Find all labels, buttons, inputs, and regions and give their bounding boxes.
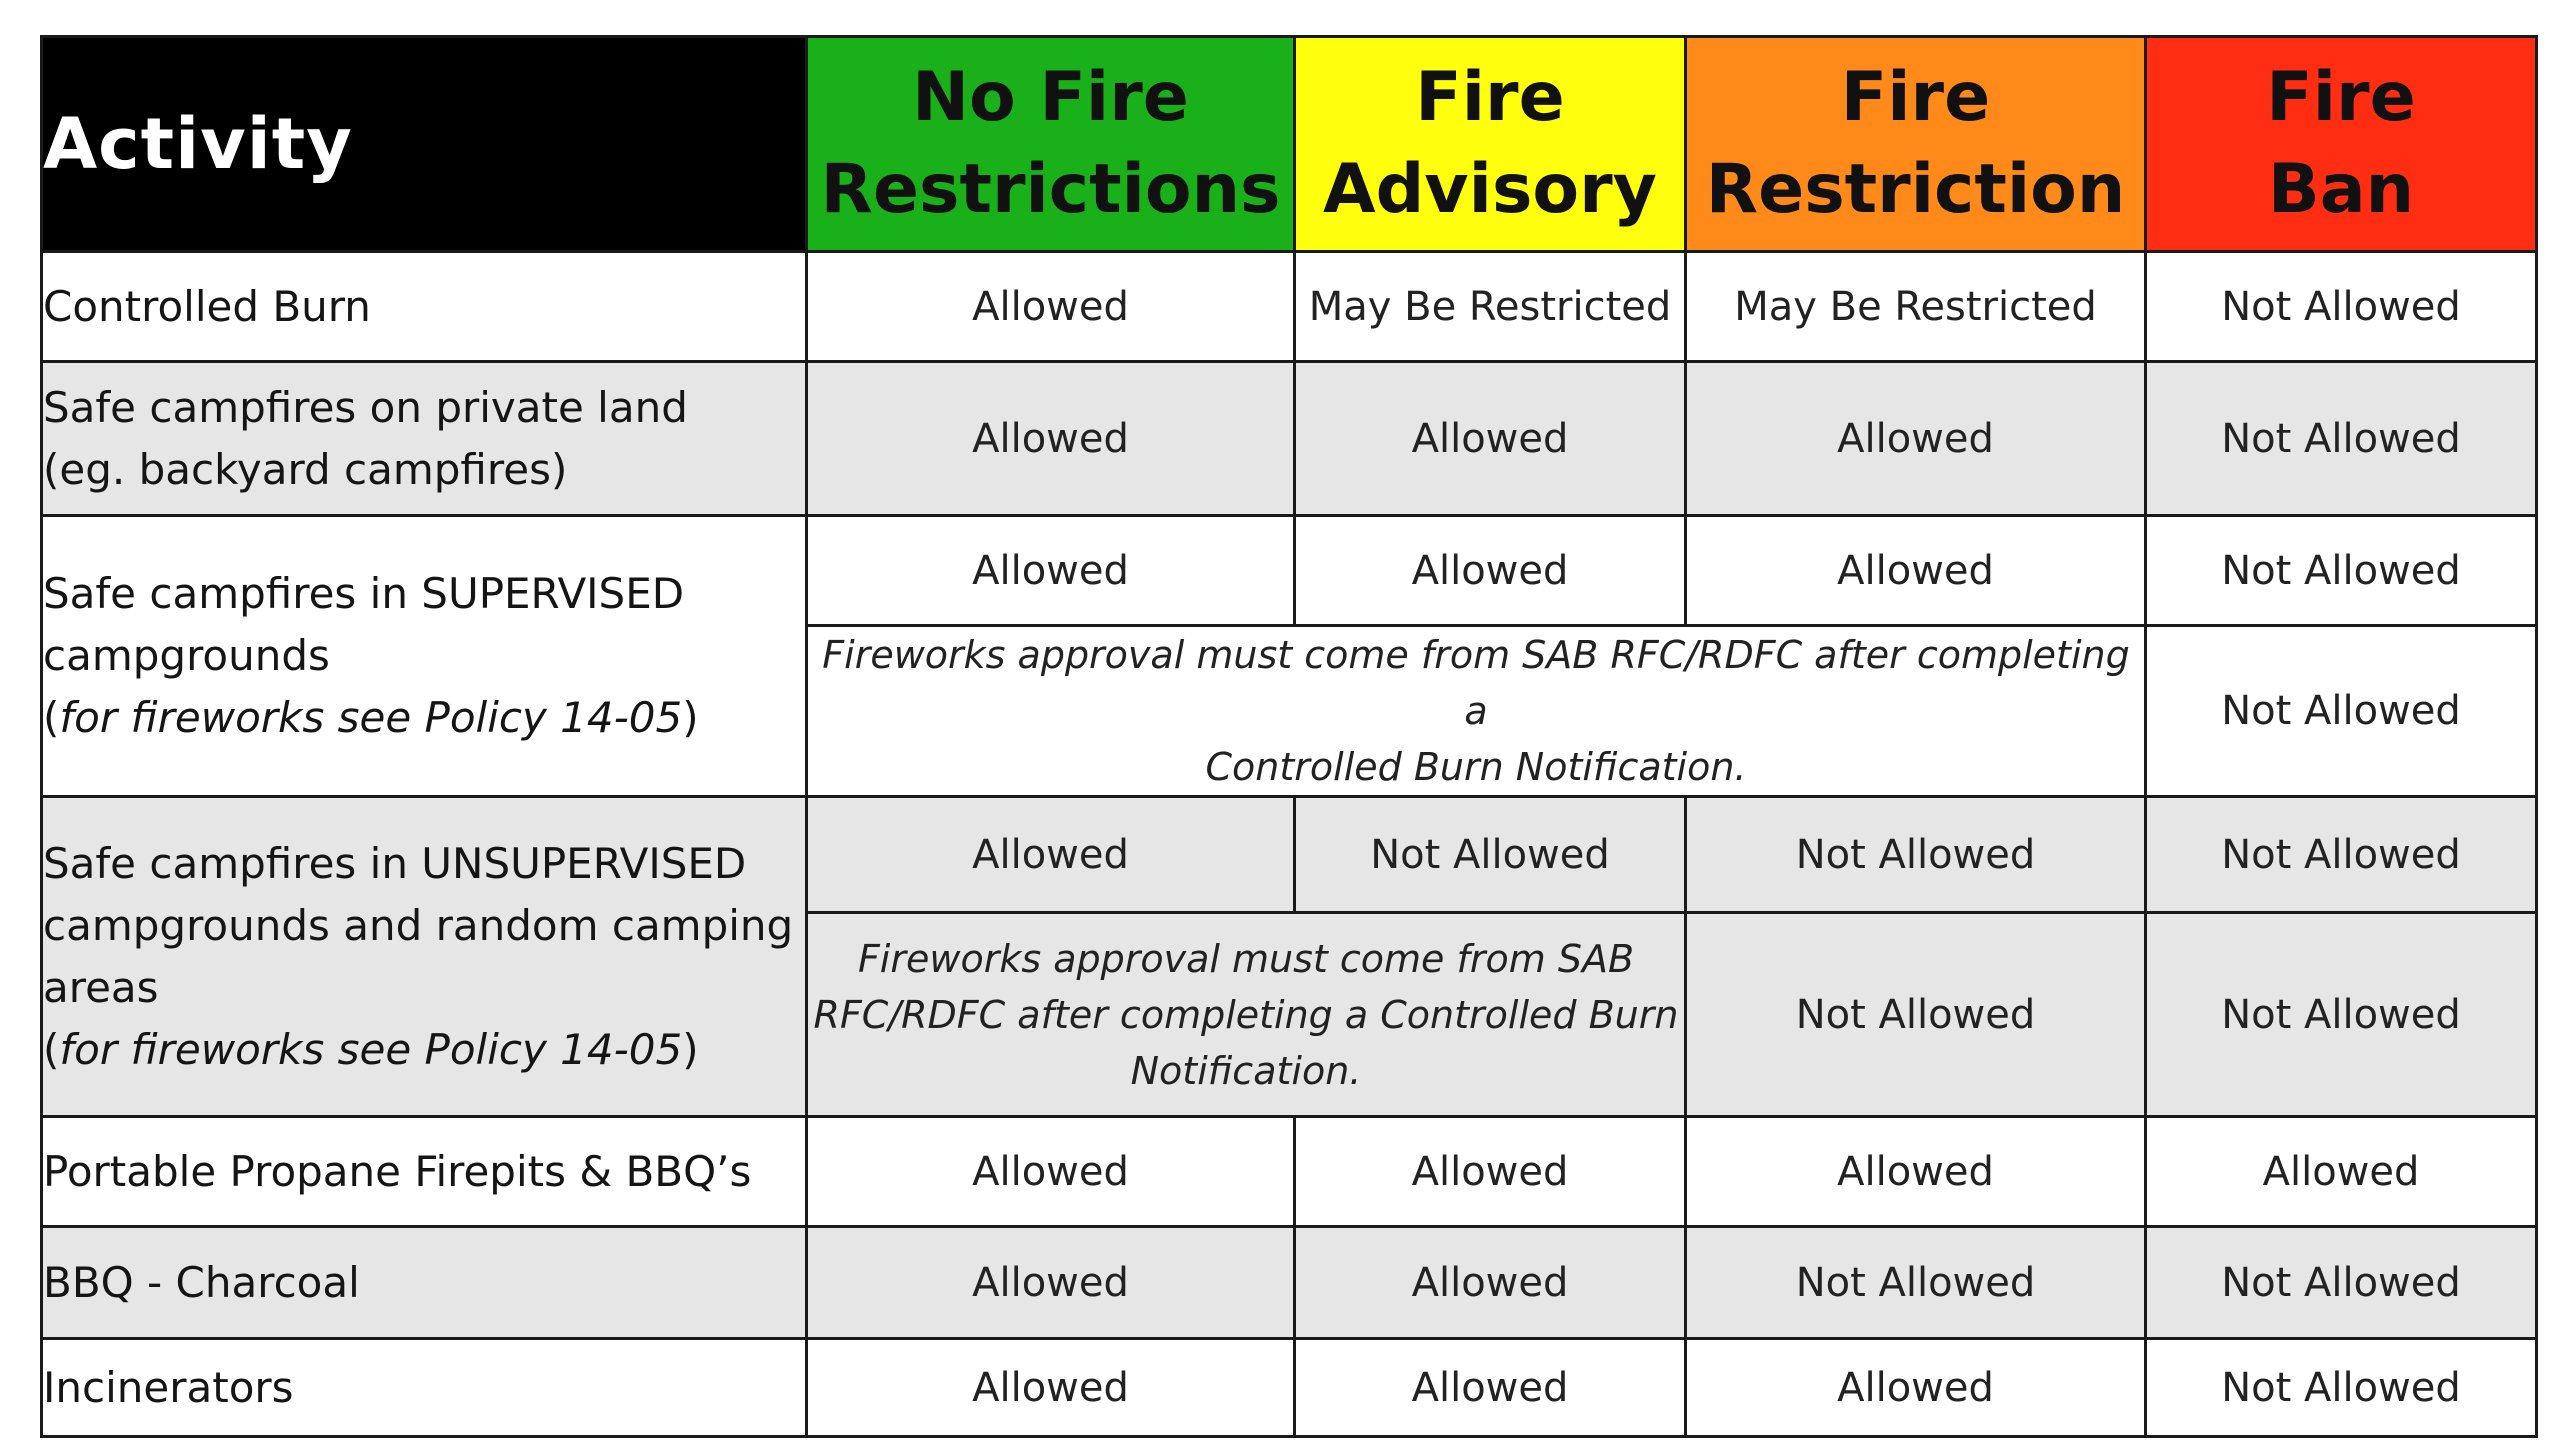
status-cell: May Be Restricted (1686, 252, 2146, 362)
status-cell: Allowed (807, 516, 1295, 626)
status-cell: Not Allowed (2146, 1339, 2537, 1437)
status-cell: Allowed (807, 797, 1295, 913)
activity-label (42, 362, 807, 516)
status-cell: Allowed (807, 362, 1295, 516)
activity-label: Controlled Burn (42, 252, 807, 362)
note-line: Fireworks approval must come from SAB RFC/RDFC after completing a (822, 633, 2130, 733)
policy-note: (for fireworks see Policy 14-05) (43, 1024, 699, 1074)
table-row (42, 1117, 2537, 1227)
status-cell: Allowed (1295, 1117, 1686, 1227)
fire-restriction-header (1686, 37, 2146, 252)
status-cell: Not Allowed (1686, 797, 2146, 913)
status-cell: Allowed (1295, 516, 1686, 626)
header-line: No Fire (912, 58, 1189, 137)
status-cell: Not Allowed (2146, 913, 2537, 1117)
status-cell: Not Allowed (1686, 1227, 2146, 1339)
table-row (42, 1227, 2537, 1339)
status-cell: May Be Restricted (1295, 252, 1686, 362)
status-cell: Allowed (807, 1339, 1295, 1437)
activity-label: Incinerators (42, 1339, 807, 1437)
note-line: RFC/RDFC after completing a Controlled Burn (813, 992, 1679, 1037)
fireworks-note (807, 913, 1686, 1117)
label-line: areas (43, 962, 159, 1012)
status-cell: Allowed (1686, 516, 2146, 626)
header-line: Fire (1840, 58, 1991, 137)
status-cell: Allowed (1686, 1339, 2146, 1437)
table-row (42, 797, 2537, 913)
table-row (42, 252, 2537, 362)
activity-label (42, 797, 807, 1117)
status-cell: Allowed (807, 1117, 1295, 1227)
status-cell: Not Allowed (2146, 362, 2537, 516)
status-cell: Not Allowed (2146, 1227, 2537, 1339)
fireworks-note (807, 626, 2146, 797)
status-cell: Allowed (2146, 1117, 2537, 1227)
label-line: Safe campfires in SUPERVISED (43, 569, 685, 618)
status-cell: Allowed (1686, 362, 2146, 516)
label-line: Safe campfires on private land (43, 382, 688, 432)
activity-header: Activity (42, 37, 807, 252)
status-cell: Not Allowed (2146, 252, 2537, 362)
fire-ban-header (2146, 37, 2537, 252)
label-line: campgrounds and random camping (43, 900, 794, 950)
header-line: Fire (1415, 58, 1565, 137)
table-row (42, 1339, 2537, 1437)
status-cell: Allowed (1295, 362, 1686, 516)
label-line: Safe campfires in UNSUPERVISED (43, 838, 747, 888)
fire-advisory-header (1295, 37, 1686, 252)
label-line: campgrounds (43, 631, 330, 680)
status-cell: Allowed (1686, 1117, 2146, 1227)
activity-label (42, 516, 807, 797)
header-line: Fire (2266, 58, 2416, 137)
policy-note: (for fireworks see Policy 14-05) (43, 693, 699, 742)
status-cell: Allowed (807, 252, 1295, 362)
status-cell: Allowed (1295, 1339, 1686, 1437)
table-row (42, 362, 2537, 516)
header-line: Restrictions (820, 150, 1281, 229)
header-row (42, 37, 2537, 252)
status-cell: Allowed (1295, 1227, 1686, 1339)
note-line: Notification. (1130, 1048, 1362, 1093)
fire-restrictions-table (40, 35, 2538, 1438)
status-cell: Not Allowed (1686, 913, 2146, 1117)
note-line: Controlled Burn Notification. (1205, 745, 1747, 789)
status-cell: Not Allowed (2146, 626, 2537, 797)
status-cell: Not Allowed (1295, 797, 1686, 913)
header-line: Advisory (1323, 150, 1657, 229)
status-cell: Not Allowed (2146, 797, 2537, 913)
header-line: Restriction (1705, 150, 2126, 229)
note-line: Fireworks approval must come from SAB (857, 936, 1635, 981)
activity-label: BBQ - Charcoal (42, 1227, 807, 1339)
activity-label: Portable Propane Firepits & BBQ’s (42, 1117, 807, 1227)
status-cell: Allowed (807, 1227, 1295, 1339)
label-line: (eg. backyard campfires) (43, 444, 568, 494)
status-cell: Not Allowed (2146, 516, 2537, 626)
no-fire-restrictions-header (807, 37, 1295, 252)
header-line: Ban (2267, 150, 2415, 229)
table-row (42, 516, 2537, 626)
